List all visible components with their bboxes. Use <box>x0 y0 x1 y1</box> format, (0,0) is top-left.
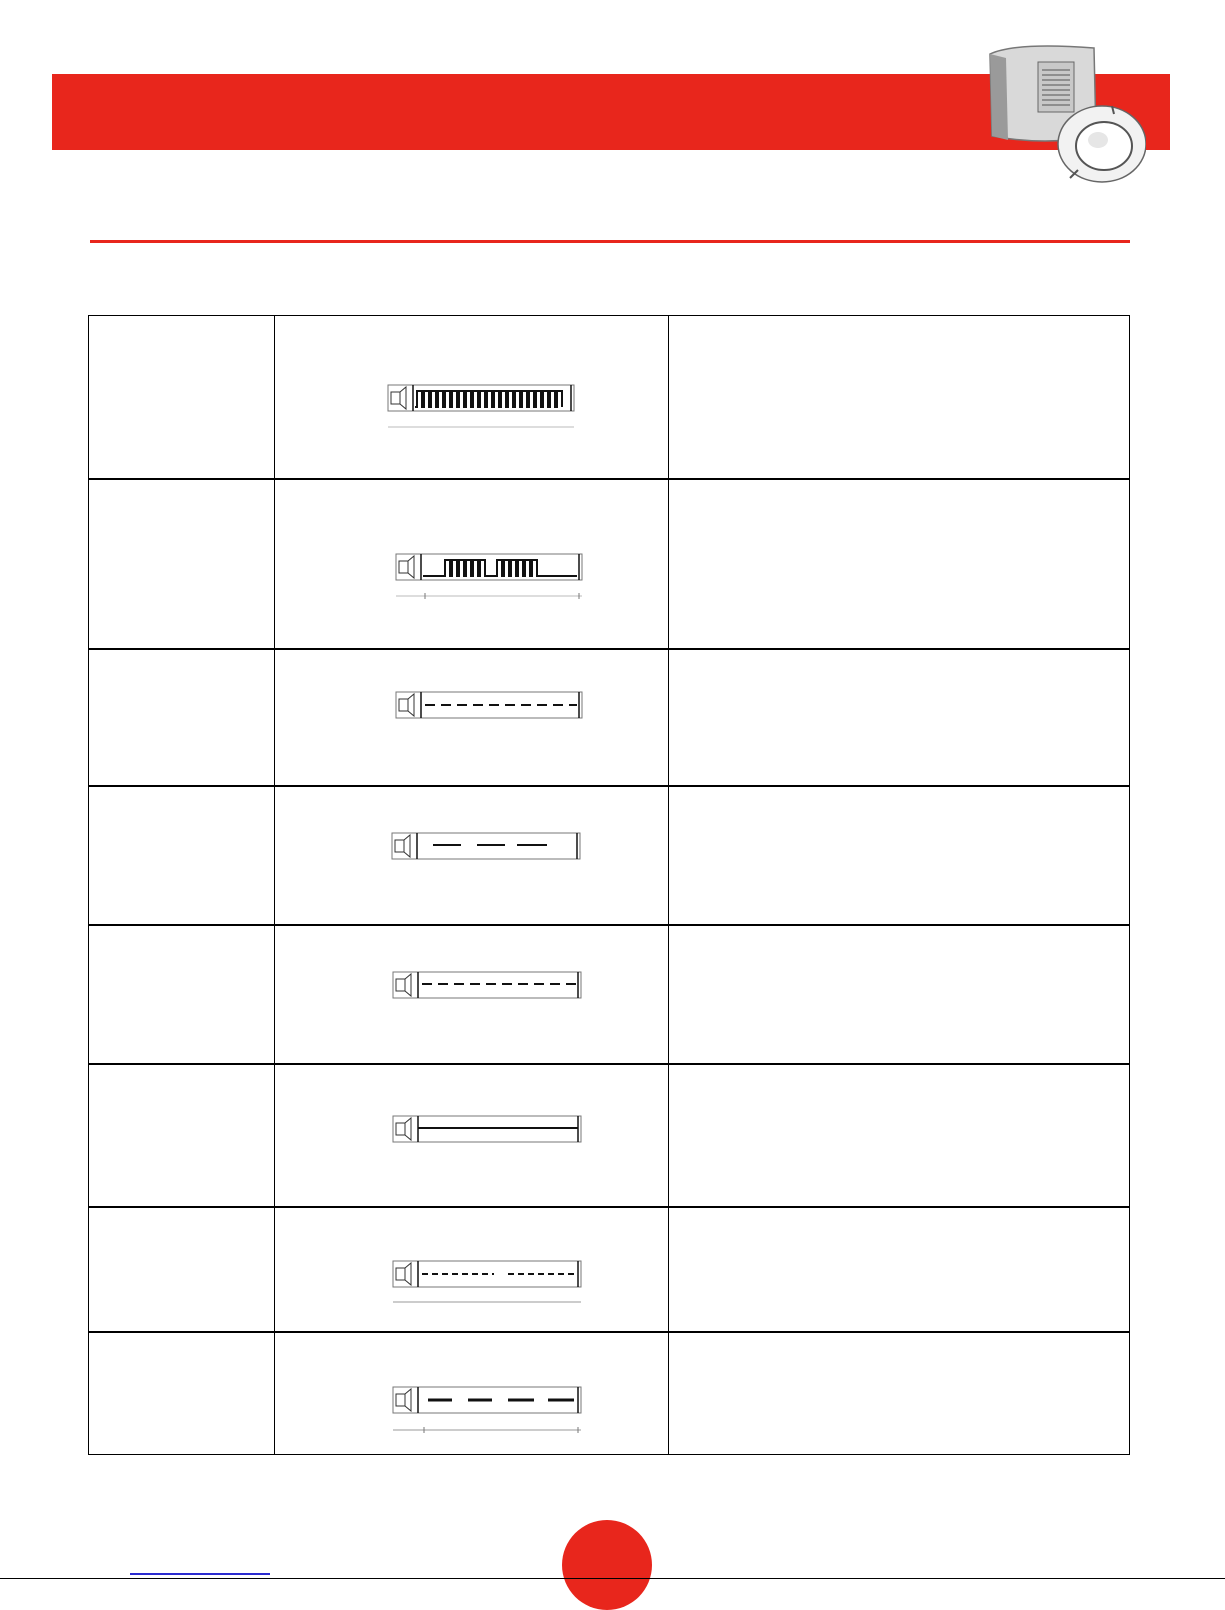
tone-name-cell <box>89 1333 275 1454</box>
table-row <box>89 650 1129 787</box>
page-number-badge-icon <box>562 1520 652 1610</box>
tone-description-cell <box>669 650 1129 785</box>
steady-tone-icon <box>392 1114 584 1146</box>
chirp-burst-gapped-icon <box>395 552 585 600</box>
table-row <box>89 316 1129 480</box>
tone-description-cell <box>669 787 1129 924</box>
tone-pattern-cell <box>275 650 669 785</box>
tone-name-cell <box>89 787 275 924</box>
tone-pattern-cell <box>275 926 669 1063</box>
tone-name-cell <box>89 650 275 785</box>
tone-description-cell <box>669 1065 1129 1206</box>
short-dash-fine-icon <box>395 690 585 722</box>
long-dash-sparse-icon <box>391 831 583 863</box>
tone-pattern-cell <box>275 1065 669 1206</box>
dash-group-pause-icon <box>392 1259 584 1307</box>
table-row <box>89 926 1129 1065</box>
table-row <box>89 1208 1129 1333</box>
tone-description-cell <box>669 1333 1129 1454</box>
tone-pattern-cell <box>275 787 669 924</box>
tone-description-cell <box>669 316 1129 478</box>
footer-rule <box>0 1578 1225 1579</box>
alarm-siren-device-icon <box>986 40 1146 192</box>
tone-name-cell <box>89 926 275 1063</box>
table-row <box>89 1065 1129 1208</box>
tone-name-cell <box>89 316 275 478</box>
tone-description-cell <box>669 926 1129 1063</box>
tone-pattern-cell <box>275 480 669 648</box>
tone-table <box>88 315 1130 1455</box>
tone-description-cell <box>669 1208 1129 1331</box>
title-rule <box>90 240 1130 243</box>
short-dash-fine-alt-icon <box>392 970 584 1002</box>
tone-description-cell <box>669 480 1129 648</box>
table-row <box>89 480 1129 650</box>
chirp-burst-continuous-icon <box>387 383 577 431</box>
tone-name-cell <box>89 480 275 648</box>
tone-name-cell <box>89 1208 275 1331</box>
tone-pattern-cell <box>275 1208 669 1331</box>
tone-pattern-cell <box>275 316 669 478</box>
long-dash-bold-icon <box>392 1385 584 1433</box>
tone-pattern-cell <box>275 1333 669 1454</box>
table-row <box>89 1333 1129 1454</box>
tone-name-cell <box>89 1065 275 1206</box>
footer-link[interactable] <box>130 1573 270 1575</box>
table-row <box>89 787 1129 926</box>
